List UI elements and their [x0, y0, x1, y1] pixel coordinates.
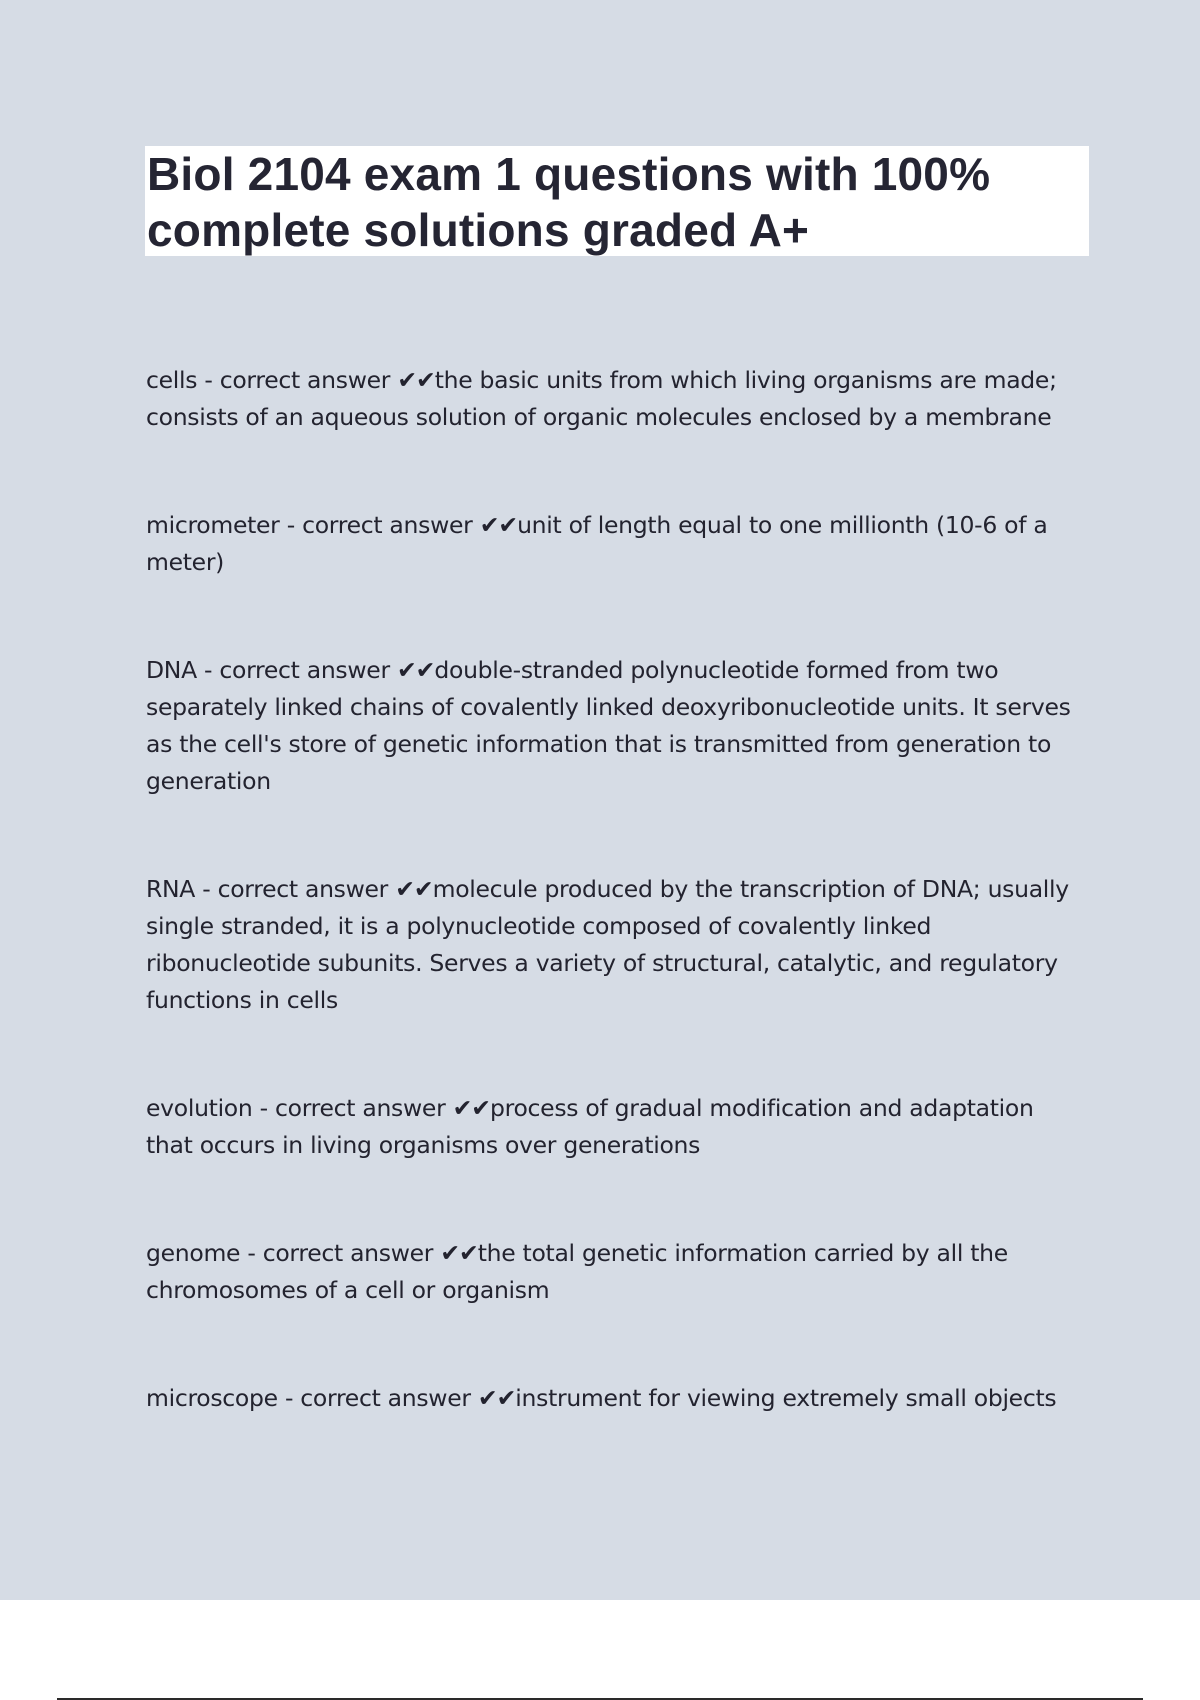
entry-term: DNA — [146, 656, 197, 684]
entry-definition: process of gradual modification and adaptation that occurs in living organisms over generations — [146, 1094, 1034, 1159]
entry-definition: the basic units from which living organisms are made; consists of an aqueous solution of organic molecules enclosed by a membrane — [146, 366, 1057, 431]
check-icon: ✔✔ — [397, 366, 435, 394]
entry-separator: - correct answer — [197, 366, 398, 394]
list-item — [146, 652, 1086, 800]
list-item — [146, 871, 1086, 1019]
entry-definition: the total genetic information carried by all the chromosomes of a cell or organism — [146, 1239, 1008, 1304]
entry-term: evolution — [146, 1094, 253, 1122]
entries-list — [146, 362, 1086, 1417]
entry-term: microscope — [146, 1384, 278, 1412]
list-item — [146, 507, 1086, 581]
entry-definition: double-stranded polynucleotide formed from two separately linked chains of covalently linked deoxyribonucleotide units. It serves as the cell's store of genetic information that is transmitted from generation to generation — [146, 656, 1071, 795]
check-icon: ✔✔ — [452, 1094, 490, 1122]
entry-separator: - correct answer — [196, 656, 397, 684]
title-box — [145, 146, 1089, 256]
check-icon: ✔✔ — [395, 875, 433, 903]
entry-separator: - correct answer — [277, 1384, 478, 1412]
entry-definition: molecule produced by the transcription of DNA; usually single stranded, it is a polynucleotide composed of covalently linked ribonucleotide subunits. Serves a variety of structural, catalytic, and regulatory functions in cells — [146, 875, 1069, 1014]
check-icon: ✔✔ — [477, 1384, 516, 1412]
entry-separator: - correct answer — [240, 1239, 441, 1267]
check-icon: ✔✔ — [396, 656, 435, 684]
entry-term: RNA — [146, 875, 196, 903]
entry-term: genome — [146, 1239, 241, 1267]
list-item — [146, 1090, 1086, 1164]
entry-separator: - correct answer — [252, 1094, 453, 1122]
entry-separator: - correct answer — [195, 875, 396, 903]
check-icon: ✔✔ — [440, 1239, 478, 1267]
entry-term: micrometer — [146, 511, 280, 539]
entry-term: cells — [146, 366, 198, 394]
entry-definition: unit of length equal to one millionth (10-6 of a meter) — [146, 511, 1048, 576]
list-item — [146, 362, 1086, 436]
list-item — [146, 1380, 1086, 1417]
page-title: Biol 2104 exam 1 questions with 100% complete solutions graded A+ — [147, 148, 991, 256]
check-icon: ✔✔ — [479, 511, 518, 539]
list-item — [146, 1235, 1086, 1309]
entry-definition: instrument for viewing extremely small objects — [515, 1384, 1057, 1412]
entry-separator: - correct answer — [279, 511, 480, 539]
